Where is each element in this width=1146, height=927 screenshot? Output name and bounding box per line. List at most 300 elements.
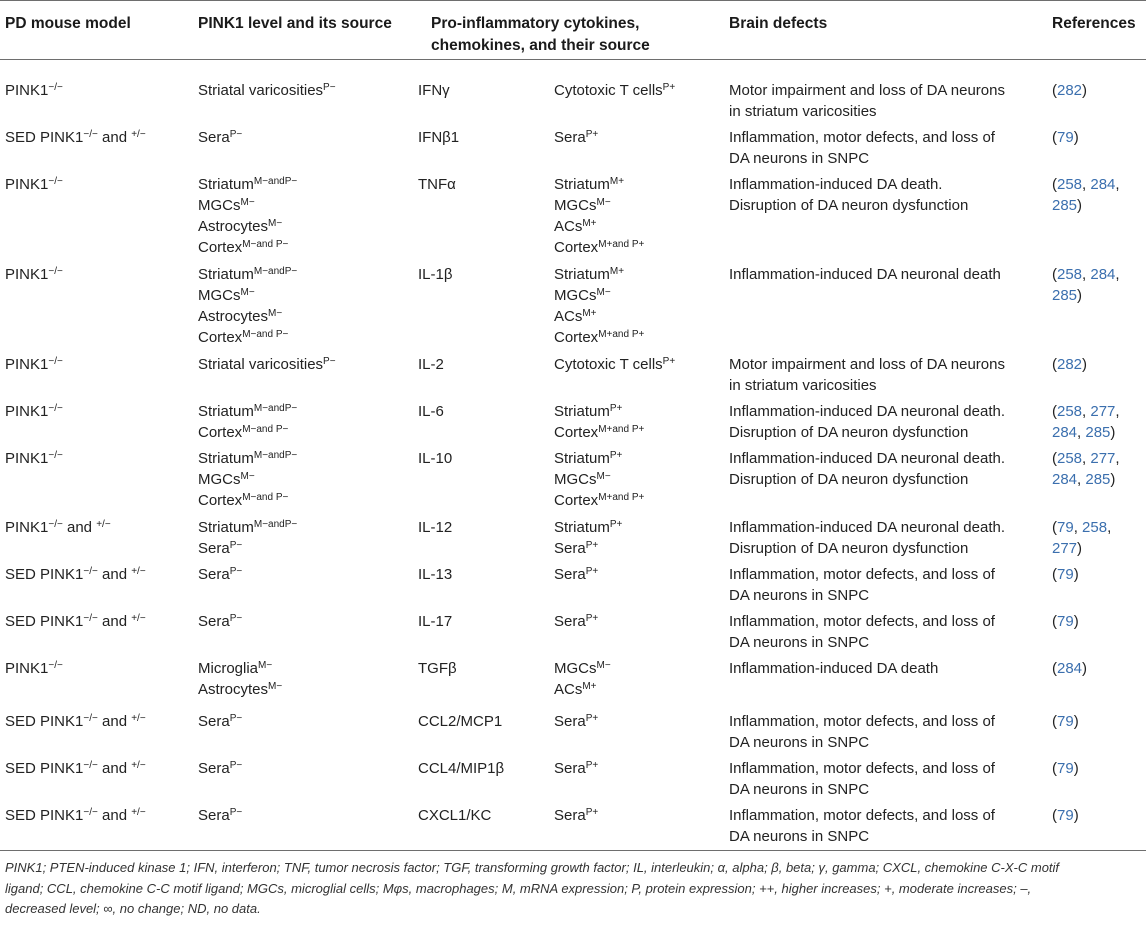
reference-punctuation: , [1082,403,1087,420]
cell-line: in striatum varicosities [729,103,877,120]
superscript: M− [240,197,255,208]
cell-line [198,658,282,679]
superscript: P+ [585,807,599,818]
reference-punctuation: , [1073,519,1078,536]
cell-brain-defects [729,174,968,216]
cell-line [5,80,63,101]
reference-number[interactable]: 282 [1057,82,1083,99]
cell-line [198,195,297,216]
reference-punctuation: ) [1082,82,1088,99]
cell-cytokine: CCL2/MCP1 [418,713,503,730]
reference-punctuation: , [1107,519,1112,536]
cell-text: Cortex [198,424,243,441]
superscript: M+ [609,176,625,187]
cell-line [554,448,644,469]
reference-number[interactable]: 284 [1052,471,1078,488]
cell-cytokine-source [554,448,644,511]
superscript: P− [229,566,243,577]
superscript: P+ [585,129,599,140]
superscript: −/− [48,450,63,461]
cell-line [554,401,644,422]
cell-text: Sera [554,540,586,557]
cell-text: and [97,807,132,824]
cell-line [554,469,644,490]
reference-number[interactable]: 79 [1057,807,1074,824]
cell-pd-mouse-model [5,354,63,375]
header-cytokines-line1: Pro-inflammatory cytokines, [431,15,640,32]
cell-line: Inflammation, motor defects, and loss of [729,713,995,730]
cell-line: DA neurons in SNPC [729,587,870,604]
cell-line [554,285,644,306]
cell-line: Inflammation-induced DA death [729,660,939,677]
cell-cytokine: IL-17 [418,613,453,630]
header-cytokines-line2: chemokines, and their source [431,37,650,54]
superscript: +/− [96,519,111,530]
cell-text: Sera [554,760,586,777]
cell-cytokine-source [554,264,644,348]
superscript: P+ [585,760,599,771]
cell-line [198,564,242,585]
reference-number[interactable]: 284 [1086,266,1116,283]
cell-text: and [97,566,132,583]
cell-brain-defects [729,448,1005,490]
cell-references [1052,758,1079,779]
cell-pink1-level [198,80,336,101]
cell-text: Sera [554,613,586,630]
superscript: M−and P− [242,239,289,250]
reference-number[interactable]: 79 [1057,613,1074,630]
reference-punctuation: , [1082,266,1087,283]
reference-number[interactable]: 285 [1081,471,1111,488]
cell-line: Inflammation-induced DA neuronal death. [729,450,1006,467]
cell-text: Cortex [198,492,243,509]
superscript: P− [229,129,243,140]
cell-text: Astrocytes [198,308,269,325]
cell-references [1052,658,1087,679]
reference-link[interactable] [1052,127,1079,148]
cell-text: ACs [554,308,583,325]
cell-line: DA neurons in SNPC [729,150,870,167]
cell-line: Motor impairment and loss of DA neurons [729,356,1005,373]
cell-references [1052,564,1079,585]
cell-line [554,422,644,443]
cell-line [5,611,146,632]
superscript: P+ [662,82,676,93]
cell-text: Striatum [198,403,254,420]
cell-text: Striatal varicosities [198,82,324,99]
cell-line [5,805,146,826]
reference-link[interactable] [1052,469,1120,490]
superscript: +/− [131,807,146,818]
cell-line: DA neurons in SNPC [729,781,870,798]
reference-punctuation: ( [1052,266,1057,283]
cell-brain-defects [729,805,995,847]
superscript: M+and P+ [598,329,645,340]
cell-line [198,517,297,538]
superscript: P+ [585,713,599,724]
cell-text: MGCs [198,471,241,488]
reference-link[interactable] [1052,422,1120,443]
cell-line: Inflammation, motor defects, and loss of [729,760,995,777]
superscript: M−andP− [253,519,298,530]
cell-cytokine-source [554,611,598,632]
cell-text: Cortex [554,239,599,256]
superscript: M− [240,471,255,482]
cell-cytokine-source [554,174,644,258]
cell-line [5,658,63,679]
cell-pink1-level [198,805,242,826]
reference-link[interactable] [1052,448,1120,469]
cell-brain-defects [729,401,1005,443]
cell-text: PINK1 [5,266,49,283]
cell-cytokine: IL-6 [418,403,444,420]
reference-number[interactable]: 282 [1057,356,1083,373]
reference-punctuation: ( [1052,519,1057,536]
cell-text: Striatum [554,176,610,193]
reference-number[interactable]: 79 [1057,519,1074,536]
reference-number[interactable]: 79 [1057,760,1074,777]
cell-cytokine: IFNβ1 [418,129,460,146]
reference-number[interactable]: 284 [1057,660,1083,677]
cell-line [554,805,598,826]
cell-text: SED PINK1 [5,566,84,583]
cell-line: Disruption of DA neuron dysfunction [729,197,969,214]
superscript: P− [229,713,243,724]
cell-line: Inflammation, motor defects, and loss of [729,566,995,583]
cell-pd-mouse-model [5,174,63,195]
reference-number[interactable]: 258 [1057,176,1083,193]
reference-link[interactable] [1052,517,1111,538]
cell-pd-mouse-model [5,564,146,585]
cell-line [554,195,644,216]
cell-line [198,469,297,490]
cell-text: MGCs [554,197,597,214]
cell-text: MGCs [198,287,241,304]
cell-cytokine: CXCL1/KC [418,807,492,824]
cell-text: Striatum [198,266,254,283]
superscript: M− [596,287,611,298]
cell-text: SED PINK1 [5,613,84,630]
reference-number[interactable]: 285 [1052,197,1078,214]
superscript: +/− [131,566,146,577]
cell-cytokine: TNFα [418,176,456,193]
superscript: M−and P− [242,424,289,435]
reference-punctuation: ( [1052,566,1057,583]
reference-punctuation: ) [1073,129,1079,146]
reference-link[interactable] [1052,285,1120,306]
cell-text: Microglia [198,660,259,677]
reference-punctuation: ( [1052,356,1057,373]
cell-line: Inflammation-induced DA neuronal death. [729,403,1006,420]
superscript: P+ [609,519,623,530]
cell-line [198,127,242,148]
reference-punctuation: ) [1082,356,1088,373]
cell-text: and [97,760,132,777]
reference-punctuation: , [1077,471,1082,488]
cell-cytokine: TGFβ [418,660,457,677]
reference-number[interactable]: 258 [1057,266,1083,283]
reference-punctuation: ) [1077,287,1083,304]
reference-punctuation: , [1077,424,1082,441]
reference-punctuation: , [1115,450,1120,467]
reference-link[interactable] [1052,564,1079,585]
cell-pink1-level [198,127,242,148]
superscript: −/− [83,713,98,724]
cell-text: Cortex [554,424,599,441]
cell-cytokine-source [554,401,644,443]
cell-references [1052,174,1120,216]
cell-line [5,448,63,469]
cell-line [554,679,611,700]
reference-link[interactable] [1052,711,1079,732]
reference-number[interactable]: 258 [1077,519,1108,536]
cell-line [5,517,111,538]
cell-pink1-level [198,611,242,632]
reference-link[interactable] [1052,538,1111,559]
cell-cytokine: IL-2 [418,356,444,373]
cell-line: Motor impairment and loss of DA neurons [729,82,1005,99]
cell-cytokine-source [554,564,598,585]
superscript: −/− [48,82,63,93]
cell-brain-defects [729,127,995,169]
cell-text: SED PINK1 [5,760,84,777]
cell-pink1-level [198,711,242,732]
cell-text: Striatum [198,176,254,193]
reference-punctuation: ) [1077,197,1083,214]
superscript: +/− [131,713,146,724]
superscript: P+ [585,566,599,577]
cell-line: Disruption of DA neuron dysfunction [729,424,969,441]
cell-text: PINK1 [5,660,49,677]
superscript: M− [596,197,611,208]
cell-text: SED PINK1 [5,129,84,146]
superscript: M−andP− [253,450,298,461]
cell-references [1052,805,1079,826]
reference-number[interactable]: 258 [1057,403,1083,420]
superscript: M+and P+ [598,424,645,435]
cell-brain-defects [729,517,1005,559]
cell-line: DA neurons in SNPC [729,828,870,845]
cell-text: Sera [554,713,586,730]
cell-brain-defects [729,80,1005,122]
cell-brain-defects [729,264,1001,285]
cell-cytokine-source [554,517,622,559]
cell-text: Striatum [554,266,610,283]
reference-link[interactable] [1052,195,1120,216]
superscript: −/− [48,519,63,530]
superscript: +/− [131,613,146,624]
cell-text: PINK1 [5,519,49,536]
reference-punctuation: ( [1052,807,1057,824]
cell-line [5,127,146,148]
cell-line [198,285,297,306]
header-cytokines [431,13,650,57]
reference-punctuation: ( [1052,176,1057,193]
cell-text: Sera [198,760,230,777]
cell-line [198,538,297,559]
superscript: P− [229,613,243,624]
cell-pd-mouse-model [5,711,146,732]
header-pd-mouse-model: PD mouse model [5,15,131,32]
superscript: M− [268,308,283,319]
cell-text: Sera [198,540,230,557]
cell-cytokine: IL-1β [418,266,453,283]
reference-number[interactable]: 258 [1057,450,1083,467]
superscript: −/− [48,660,63,671]
cell-line [198,354,336,375]
cell-text: ACs [554,218,583,235]
cell-brain-defects [729,354,1005,396]
reference-link[interactable] [1052,611,1079,632]
header-pink1-level: PINK1 level and its source [198,15,392,32]
cell-pd-mouse-model [5,805,146,826]
cell-pink1-level [198,401,297,443]
reference-link[interactable] [1052,264,1120,285]
cell-text: Striatum [198,519,254,536]
cell-brain-defects [729,611,995,653]
superscript: −/− [48,356,63,367]
cell-line: Inflammation, motor defects, and loss of [729,807,995,824]
reference-punctuation: ) [1082,660,1088,677]
cell-cytokine-source [554,658,611,700]
cell-line [5,401,63,422]
cell-cytokine-source [554,80,675,101]
cell-brain-defects [729,758,995,800]
cell-line [198,758,242,779]
superscript: −/− [83,760,98,771]
cell-references [1052,517,1111,559]
cell-line [198,711,242,732]
cell-pd-mouse-model [5,127,146,148]
reference-punctuation: ( [1052,450,1057,467]
cell-line [5,564,146,585]
superscript: P− [229,760,243,771]
cell-text: Sera [198,713,230,730]
header-references: References [1052,15,1136,32]
cell-references [1052,448,1120,490]
superscript: M− [258,660,273,671]
reference-number[interactable]: 277 [1086,403,1116,420]
cell-cytokine: IL-12 [418,519,453,536]
cell-line [554,127,598,148]
reference-punctuation: ) [1110,471,1116,488]
cell-text: MGCs [554,471,597,488]
cell-text: PINK1 [5,82,49,99]
superscript: +/− [131,760,146,771]
cell-text: PINK1 [5,176,49,193]
cell-line [198,611,242,632]
reference-number[interactable]: 285 [1052,287,1078,304]
cell-line [198,174,297,195]
reference-punctuation: ) [1073,713,1079,730]
cell-line: Inflammation-induced DA death. [729,176,943,193]
cell-line: in striatum varicosities [729,377,877,394]
cell-pd-mouse-model [5,264,63,285]
reference-number[interactable]: 79 [1057,566,1074,583]
cell-pd-mouse-model [5,658,63,679]
reference-punctuation: ( [1052,713,1057,730]
superscript: P− [323,356,336,367]
superscript: −/− [83,129,98,140]
cell-pink1-level [198,758,242,779]
reference-punctuation: , [1115,403,1120,420]
cell-line [198,805,242,826]
superscript: M− [268,681,283,692]
reference-link[interactable] [1052,174,1120,195]
cell-text: Cytotoxic T cells [554,356,663,373]
reference-punctuation: ) [1073,613,1079,630]
cell-line [5,354,63,375]
cell-text: Striatum [554,450,610,467]
cell-text: Cortex [554,492,599,509]
reference-number[interactable]: 284 [1052,424,1078,441]
cell-text: Sera [198,807,230,824]
footnote-line: ligand; CCL, chemokine C-C motif ligand; MGCs, microglial cells; Mφs, macrophages; M, mRNA expression; P, protein expression; ++, higher increases; +, moderate increases; –, [5,880,1032,896]
superscript: P− [229,540,243,551]
superscript: −/− [48,176,63,187]
superscript: P+ [662,356,676,367]
reference-number[interactable]: 79 [1057,713,1074,730]
cell-line: Disruption of DA neuron dysfunction [729,540,969,557]
cell-line [554,711,598,732]
reference-link[interactable] [1052,658,1087,679]
reference-number[interactable]: 277 [1052,540,1078,557]
cell-references [1052,354,1087,375]
cell-cytokine-source [554,758,598,779]
cell-text: Striatum [554,519,610,536]
cell-text: SED PINK1 [5,807,84,824]
table-footnote [5,858,1135,920]
superscript: M+ [582,218,597,229]
cell-text: ACs [554,681,583,698]
cell-line [554,758,598,779]
reference-punctuation: ) [1073,807,1079,824]
reference-number[interactable]: 277 [1086,450,1116,467]
reference-punctuation: ) [1077,540,1083,557]
superscript: M+ [609,266,625,277]
reference-number[interactable]: 284 [1086,176,1116,193]
reference-link[interactable] [1052,80,1087,101]
cell-line [554,490,644,511]
cell-line [198,327,297,348]
cell-text: MGCs [198,197,241,214]
cell-line [5,711,146,732]
superscript: P+ [609,450,623,461]
superscript: P− [229,807,243,818]
cell-cytokine-source [554,711,598,732]
reference-link[interactable] [1052,758,1079,779]
cell-line [198,422,297,443]
cell-references [1052,401,1120,443]
reference-punctuation: , [1115,266,1120,283]
superscript: M+and P+ [598,492,645,503]
superscript: P− [323,82,336,93]
cell-cytokine: IL-13 [418,566,453,583]
cell-pd-mouse-model [5,448,63,469]
cell-line [554,174,644,195]
cell-pd-mouse-model [5,401,63,422]
reference-number[interactable]: 285 [1081,424,1111,441]
cell-text: Striatum [198,450,254,467]
reference-link[interactable] [1052,805,1079,826]
reference-link[interactable] [1052,401,1120,422]
reference-punctuation: ) [1110,424,1116,441]
header-brain-defects: Brain defects [729,15,828,32]
reference-number[interactable]: 79 [1057,129,1074,146]
cell-references [1052,611,1079,632]
superscript: P+ [585,613,599,624]
reference-link[interactable] [1052,354,1087,375]
